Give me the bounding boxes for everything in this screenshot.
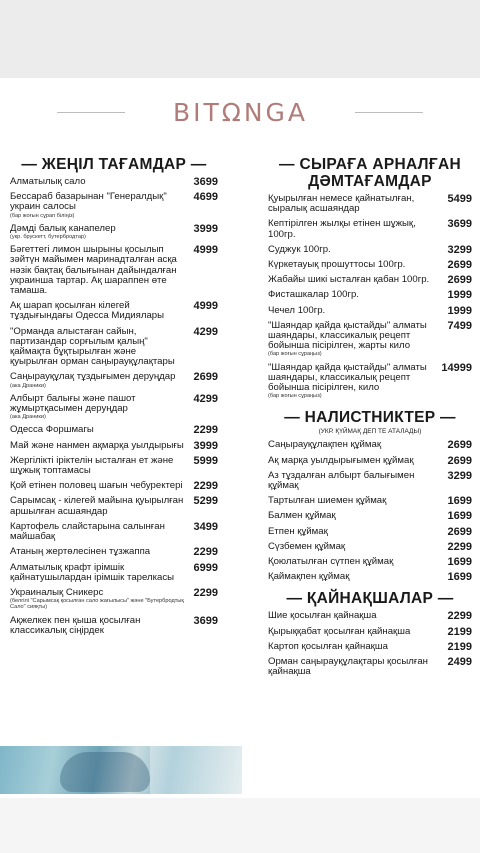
menu-item-name: Орман саңырауқұлақтары қосылған қайнақша xyxy=(268,656,428,678)
menu-item-price: 1699 xyxy=(447,510,472,523)
menu-item-price: 3699 xyxy=(447,218,472,231)
menu-item-price: 1699 xyxy=(447,571,472,584)
menu-item xyxy=(10,301,218,321)
menu-item xyxy=(268,306,472,316)
menu-item-price: 2699 xyxy=(447,454,472,467)
menu-item-note: (укр. брускетт, бутербродтар) xyxy=(10,234,86,241)
left-menu-column xyxy=(10,156,218,641)
menu-item-price: 2299 xyxy=(193,480,218,493)
menu-item-name: Қаймақпен құймақ xyxy=(268,571,350,583)
menu-item-price: 5999 xyxy=(193,454,218,467)
menu-item-price: 1699 xyxy=(447,556,472,569)
menu-item xyxy=(10,394,218,421)
menu-item xyxy=(268,527,472,537)
menu-item-name: Кептірілген жылқы етінен шұжық, 100гр. xyxy=(268,218,416,240)
menu-item-price: 4699 xyxy=(193,191,218,204)
menu-item-price: 7499 xyxy=(447,319,472,332)
menu-item xyxy=(268,557,472,567)
logo-divider-right xyxy=(355,112,423,113)
menu-item-price: 3999 xyxy=(193,439,218,452)
menu-item xyxy=(10,616,218,636)
menu-item-price: 6999 xyxy=(193,561,218,574)
menu-item-name: Чечел 100гр. xyxy=(268,304,326,316)
menu-item-name: Шие қосылған қайнақша xyxy=(268,610,377,622)
menu-item-name: Бәгеттегі лимон шырыны қосылып зәйтүн майымен маринадталған асқа нәзік бақтақ балығынан дайындалған украинша тартар. Ақ шараппен өте тамаша. xyxy=(10,244,177,297)
menu-item-name: Қуырылған немесе қайнатылған, сыралық асшаяндар xyxy=(268,193,415,215)
right-menu-column xyxy=(268,156,472,686)
menu-item-name: Ақжелкек пен қыша қосылған классикалық сіңірдек xyxy=(10,614,141,636)
section-subtitle: (УКР. ҚҮЙМАҚ ДЕП ТЕ АТАЛАДЫ) xyxy=(318,428,422,436)
menu-item-price: 3499 xyxy=(193,520,218,533)
menu-section xyxy=(268,156,472,399)
menu-item-name: Ақ шарап қосылған кілегей тұздығындағы Одесса Мидиялары xyxy=(10,300,165,322)
menu-item-name: Картоп қосылған қайнақша xyxy=(268,640,388,652)
menu-item xyxy=(10,563,218,583)
menu-item xyxy=(10,224,218,240)
menu-item-price: 4999 xyxy=(193,300,218,313)
menu-item-name: Етпен құймақ xyxy=(268,525,328,537)
menu-item-name: Аз тұздалған албырт балығымен құймақ xyxy=(268,469,415,492)
menu-item xyxy=(10,547,218,557)
menu-item-price: 3299 xyxy=(447,243,472,256)
menu-item-name: Суджук 100гр. xyxy=(268,243,331,255)
menu-item xyxy=(10,481,218,491)
menu-item xyxy=(268,456,472,466)
menu-item-name: Алматылық крафт ірімшік қайнатушылардан ірімшік тарелкасы xyxy=(10,561,175,583)
menu-item-price: 2299 xyxy=(447,610,472,623)
menu-item-name: Жабайы шикі ысталған қабан 100гр. xyxy=(268,274,430,286)
menu-item-price: 1999 xyxy=(447,289,472,302)
menu-item-name: "Шаяндар қайда қыстайды" алматы шаяндары, классикалық рецепт бойынша пісірілген, жарты кило xyxy=(268,319,427,352)
menu-item-name: Қоюлатылған сүтпен құймақ xyxy=(268,556,394,568)
menu-item xyxy=(10,588,218,611)
menu-item-name: Қой етінен половец шағын чебуректері xyxy=(10,480,183,492)
menu-item-name: Балмен құймақ xyxy=(268,510,336,522)
menu-item xyxy=(10,245,218,296)
menu-section xyxy=(268,590,472,677)
menu-item-note: (ака Драники) xyxy=(10,414,46,421)
menu-item xyxy=(268,219,472,239)
menu-item-name: Картофель слайстарына салынған майшабақ xyxy=(10,520,165,543)
menu-item xyxy=(268,496,472,506)
menu-item-name: "Орманда алыстаған сайын, партизандар сорғылым қалың" қаймақта бұқтырылған және қуырылған орман саңырауқұлақтары xyxy=(10,325,175,368)
bottom-strip xyxy=(0,798,480,853)
menu-item-price: 2699 xyxy=(193,371,218,384)
menu-item-price: 3699 xyxy=(193,176,218,188)
menu-item xyxy=(268,511,472,521)
menu-item-name: Албырт балығы және пашот жұмыртқасымен деруңдар xyxy=(10,392,136,415)
menu-item-name: "Шаяндар қайда қыстайды" алматы шаяндары, классикалық рецепт бойынша пісірілген, кило xyxy=(268,361,427,394)
menu-item-name: Саңырауқұлақ тұздығымен деруңдар xyxy=(10,371,176,383)
menu-item-note: (бар жоғын сұраңыз) xyxy=(268,393,322,400)
menu-item-name: Саңырауқұлақпен құймақ xyxy=(268,439,382,451)
menu-section xyxy=(268,409,472,582)
menu-item-price: 1999 xyxy=(447,304,472,317)
menu-item-price: 1699 xyxy=(447,495,472,508)
menu-item xyxy=(268,245,472,255)
menu-item xyxy=(268,642,472,652)
menu-item-name: Жергілікті іріктелін ысталған ет және шұжық топтамасы xyxy=(10,454,174,477)
menu-item-price: 2299 xyxy=(193,546,218,559)
menu-item xyxy=(268,471,472,491)
menu-item-price: 3999 xyxy=(193,222,218,235)
menu-item-price: 2699 xyxy=(447,525,472,538)
menu-item-name: Ақ марқа уылдырығымен құймақ xyxy=(268,454,414,466)
menu-item xyxy=(268,542,472,552)
menu-item xyxy=(268,260,472,270)
menu-item-price: 2699 xyxy=(447,439,472,452)
menu-item-price: 5299 xyxy=(193,495,218,508)
menu-item xyxy=(268,275,472,285)
menu-item xyxy=(268,321,472,358)
brand-logo: BITΩNGA xyxy=(172,98,309,127)
menu-item-name: Дәмді балық канапелер xyxy=(10,222,116,234)
menu-item xyxy=(10,192,218,219)
menu-item-price: 4299 xyxy=(193,392,218,405)
menu-item-note: (ака Драники) xyxy=(10,382,46,389)
menu-item-price: 14999 xyxy=(441,361,472,374)
section-title: — НАЛИСТНИКТЕР — xyxy=(284,409,456,427)
menu-item-price: 4999 xyxy=(193,244,218,257)
menu-item-price: 2499 xyxy=(447,656,472,669)
menu-item-name: Күркетауық прошуттосы 100гр. xyxy=(268,259,406,271)
menu-item-price: 2299 xyxy=(447,540,472,553)
menu-item xyxy=(10,327,218,368)
menu-item-price: 2699 xyxy=(447,259,472,272)
logo-row xyxy=(0,98,480,128)
menu-item xyxy=(10,496,218,516)
menu-item-name: Одесса Форшмагы xyxy=(10,424,94,436)
menu-item-name: Украиналық Сникерс xyxy=(10,586,104,598)
menu-item-price: 3299 xyxy=(447,469,472,482)
menu-item xyxy=(10,425,218,435)
menu-item-price: 3699 xyxy=(193,614,218,627)
menu-item-price: 5499 xyxy=(447,193,472,205)
menu-item xyxy=(268,572,472,582)
menu-item-name: Сүзбемен құймақ xyxy=(268,540,346,552)
menu-item-price: 2699 xyxy=(447,274,472,287)
section-title: — ЖЕҢІЛ ТАҒАМДАР — xyxy=(21,156,207,173)
menu-item-name: Сарымсақ - кілегей майына қуырылған аршылған асшаяндар xyxy=(10,495,184,517)
menu-item-price: 2299 xyxy=(193,424,218,437)
menu-item-name: Қырыққабат қосылған қайнақша xyxy=(268,625,411,637)
menu-item xyxy=(268,657,472,677)
menu-item-name: Май және нанмен ақмарқа уылдырығы xyxy=(10,439,184,451)
menu-item-name: Алматылық сало xyxy=(10,176,86,187)
section-title: — ҚАЙНАҚШАЛАР — xyxy=(286,590,454,608)
menu-item-name: Бессараб базарынан "Генералдық" украин салосы xyxy=(10,191,167,213)
menu-item xyxy=(10,441,218,451)
menu-item-name: Тартылған шиемен құймақ xyxy=(268,495,387,507)
menu-item-note: (белгілі "Сарымсақ қосылған сало жағылысы" және "Бутербродтық Сало" сияқты) xyxy=(10,598,184,611)
menu-item xyxy=(10,456,218,476)
menu-item-price: 2199 xyxy=(447,640,472,653)
decorative-photo xyxy=(0,746,242,794)
menu-item-price: 4299 xyxy=(193,325,218,338)
menu-item xyxy=(268,194,472,214)
logo-divider-left xyxy=(57,112,125,113)
menu-item xyxy=(268,627,472,637)
menu-item xyxy=(268,440,472,450)
menu-item-note: (бар жоғын сұраңыз) xyxy=(268,351,322,358)
menu-item-note: (бар жоғын сұрап біліңіз) xyxy=(10,212,75,219)
menu-item xyxy=(268,363,472,400)
menu-item-price: 2199 xyxy=(447,625,472,638)
menu-item xyxy=(10,522,218,542)
menu-item-name: Атаның жертөлесінен тұзжаппа xyxy=(10,546,151,558)
menu-item xyxy=(268,611,472,621)
menu-item xyxy=(268,290,472,300)
menu-item-price: 2299 xyxy=(193,586,218,599)
menu-item xyxy=(10,372,218,388)
menu-item-name: Фисташкалар 100гр. xyxy=(268,289,359,301)
menu-item xyxy=(10,177,218,187)
section-title: — СЫРАҒА АРНАЛҒАН ДӘМТАҒАМДАР xyxy=(279,156,461,190)
